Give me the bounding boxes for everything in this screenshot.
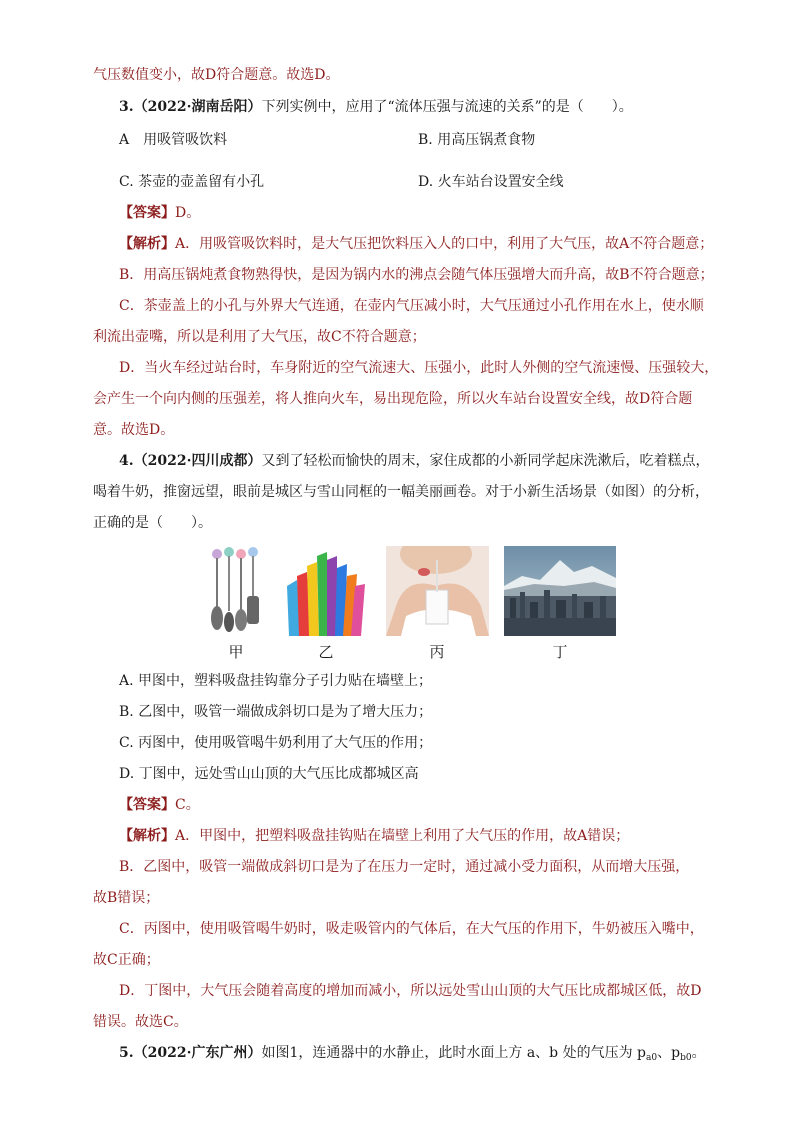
analysis-tag: 【解析】 xyxy=(119,236,175,252)
analysis-line: 故C正确； xyxy=(93,952,160,968)
question-5-stem xyxy=(119,1043,706,1068)
question-5-text: 。 xyxy=(691,1045,706,1061)
question-4-text: 又到了轻松而愉快的周末，家住成都的小新同学起床洗漱后，吃着糕点， xyxy=(261,453,710,469)
answer-line xyxy=(119,203,200,223)
option-c: C. 茶壶的壶盖留有小孔 xyxy=(119,174,265,190)
analysis-line: 错误。故选C。 xyxy=(93,1014,188,1030)
analysis-tag: 【解析】 xyxy=(119,828,175,844)
option-b: B. 用高压锅煮食物 xyxy=(418,132,536,148)
question-3-text: 下列实例中，应用了“流体压强与流速的关系”的是（ ）。 xyxy=(261,99,633,115)
picture-drinking-milk xyxy=(386,546,489,636)
analysis-line: 利流出壶嘴，所以是利用了大气压，故C不符合题意； xyxy=(93,329,426,345)
answer-value: C。 xyxy=(175,797,200,813)
option-a: A 用吸管吸饮料 xyxy=(119,132,228,148)
caption-ding: 丁 xyxy=(552,643,568,661)
picture-city-snow-mountain xyxy=(504,546,616,636)
answer-tag: 【答案】 xyxy=(119,797,175,813)
caption-yi: 乙 xyxy=(318,643,334,661)
picture-suction-hooks xyxy=(207,546,265,636)
question-4-stem xyxy=(119,451,709,471)
analysis-line: 故B错误； xyxy=(93,890,160,906)
question-3-stem xyxy=(119,97,633,117)
question-5-source: 5.（2022·广东广州） xyxy=(119,1045,262,1061)
answer-line xyxy=(119,795,200,815)
subscript-a0: a0 xyxy=(646,1053,658,1063)
picture-straws xyxy=(285,546,367,636)
option-d: D. 火车站台设置安全线 xyxy=(418,174,564,190)
analysis-line: B．用高压锅炖煮食物熟得快，是因为锅内水的沸点会随气体压强增大而升高，故B不符合题意； xyxy=(119,267,714,283)
question-4-text: 喝着牛奶，推窗远望，眼前是城区与雪山同框的一幅美丽画卷。对于小新生活场景（如图）的分析， xyxy=(93,484,709,500)
analysis-line xyxy=(119,826,629,846)
answer-value: D。 xyxy=(175,205,201,221)
analysis-line: 意。故选D。 xyxy=(93,422,175,438)
question-4-text: 正确的是（ ）。 xyxy=(93,515,212,531)
option-c: C. 丙图中，使用吸管喝牛奶利用了大气压的作用； xyxy=(119,735,433,751)
question-4-source: 4.（2022·四川成都） xyxy=(119,453,262,469)
caption-jia: 甲 xyxy=(228,643,244,661)
analysis-line: D．当火车经过站台时，车身附近的空气流速大、压强小，此时人外侧的空气流速慢、压强较大， xyxy=(119,360,719,376)
analysis-line: D．丁图中，大气压会随着高度的增加而减小，所以远处雪山山顶的大气压比成都城区低，故D xyxy=(119,983,702,999)
subscript-b0: b0 xyxy=(680,1053,692,1063)
analysis-text: A．用吸管吸饮料时，是大气压把饮料压入人的口中，利用了大气压，故A不符合题意； xyxy=(175,236,714,252)
analysis-line: B．乙图中，吸管一端做成斜切口是为了在压力一定时，通过减小受力面积，从而增大压强， xyxy=(119,859,690,875)
analysis-line: C．丙图中，使用吸管喝牛奶时，吸走吸管内的气体后，在大气压的作用下，牛奶被压入嘴中， xyxy=(119,921,704,937)
question-3-source: 3.（2022·湖南岳阳） xyxy=(119,99,262,115)
analysis-line: 会产生一个向内侧的压强差，将人推向火车，易出现危险，所以火车站台设置安全线，故D符合题 xyxy=(93,391,693,407)
caption-bing: 丙 xyxy=(429,643,445,661)
analysis-line: C．茶壶盖上的小孔与外界大气连通，在壶内气压减小时，大气压通过小孔作用在水上，使水顺 xyxy=(119,298,704,314)
option-a: A. 甲图中，塑料吸盘挂钩靠分子引力贴在墙壁上； xyxy=(119,673,433,689)
text-line: 气压数值变小，故D符合题意。故选D。 xyxy=(93,67,340,83)
question-5-text: 如图1，连通器中的水静止，此时水面上方 a、b 处的气压为 p xyxy=(261,1045,646,1061)
option-b: B. 乙图中，吸管一端做成斜切口是为了增大压力； xyxy=(119,704,433,720)
analysis-line xyxy=(119,234,713,254)
answer-tag: 【答案】 xyxy=(119,205,175,221)
analysis-text: A．甲图中，把塑料吸盘挂钩贴在墙壁上利用了大气压的作用，故A错误； xyxy=(175,828,630,844)
option-d: D. 丁图中，远处雪山山顶的大气压比成都城区高 xyxy=(119,766,419,782)
question-5-text: 、p xyxy=(657,1045,681,1061)
